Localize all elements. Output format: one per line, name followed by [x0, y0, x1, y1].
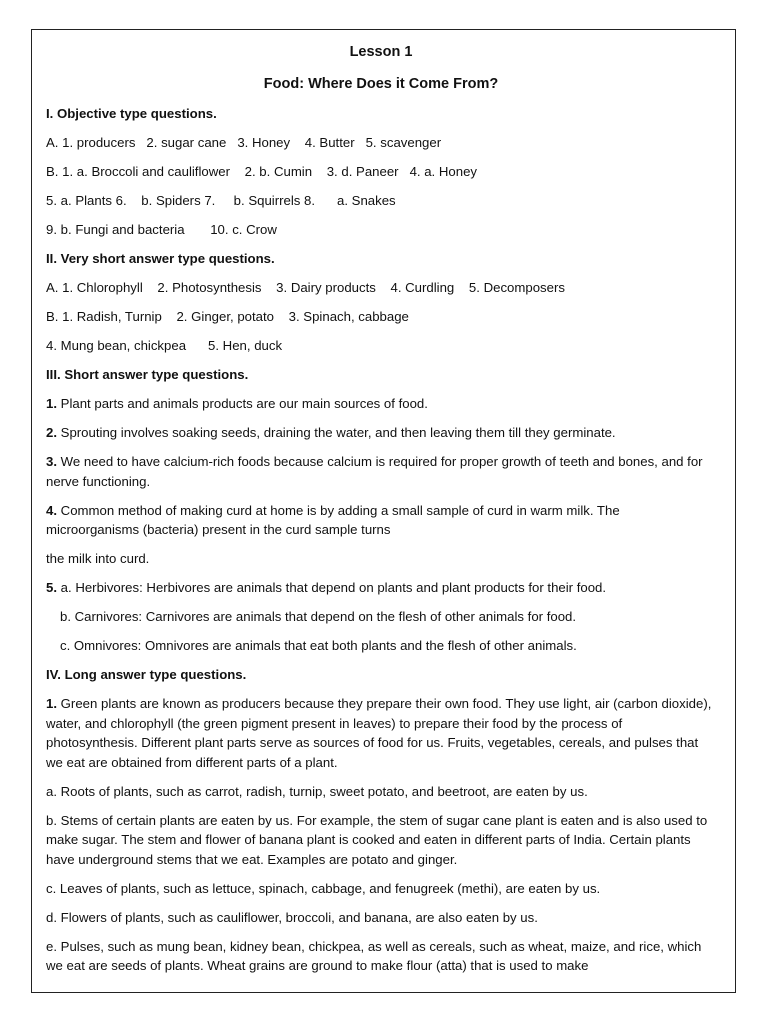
section-4-heading: IV. Long answer type questions. — [46, 667, 247, 682]
sec3-answer-3 — [46, 452, 716, 491]
answer-text: Common method of making curd at home is by adding a small sample of curd in warm milk. The microorganisms (bacteria) present in the curd sample turns — [46, 502, 620, 537]
answer-number: 1. — [46, 696, 57, 711]
answer-text: Plant parts and animals products are our main sources of food. — [57, 396, 428, 411]
sec1-line-5-8: 5. a. Plants 6. b. Spiders 7. b. Squirrels 8. a. Snakes — [46, 193, 396, 208]
sec3-answer-4 — [46, 501, 716, 540]
sec3-answer-4-continued: the milk into curd. — [46, 551, 150, 566]
sec4-answer-1b: b. Stems of certain plants are eaten by us. For example, the stem of sugar cane plant is eaten and is also used to make sugar. The stem and flower of banana plant is cooked and eaten in different parts of India. Certain plants have underground stems that we eat. Examples are potato and ginger. — [46, 812, 708, 867]
section-3-heading: III. Short answer type questions. — [46, 367, 249, 382]
sec2-line-b: B. 1. Radish, Turnip 2. Ginger, potato 3. Spinach, cabbage — [46, 309, 409, 324]
sec3-answer-5a — [46, 578, 716, 598]
lesson-title: Food: Where Does it Come From? — [263, 75, 499, 92]
sec4-answer-1e: e. Pulses, such as mung bean, kidney bean, chickpea, as well as cereals, such as wheat, maize, and rice, which we eat are seeds of plants. Wheat grains are ground to make flour (atta) that is used to make — [46, 938, 702, 973]
lesson-number: Lesson 1 — [349, 44, 413, 60]
sec2-line-4-5: 4. Mung bean, chickpea 5. Hen, duck — [46, 338, 283, 353]
answer-number: 3. — [46, 454, 57, 469]
section-1-heading: I. Objective type questions. — [46, 106, 217, 121]
sec2-line-a: A. 1. Chlorophyll 2. Photosynthesis 3. Dairy products 4. Curdling 5. Decomposers — [46, 280, 565, 295]
sec1-line-a: A. 1. producers 2. sugar cane 3. Honey 4. Butter 5. scavenger — [46, 135, 442, 150]
answer-number: 5. — [46, 580, 57, 595]
sec1-line-9-10: 9. b. Fungi and bacteria 10. c. Crow — [46, 222, 277, 237]
sec4-answer-1c: c. Leaves of plants, such as lettuce, spinach, cabbage, and fenugreek (methi), are eaten by us. — [46, 880, 601, 896]
sec3-answer-1 — [46, 394, 716, 414]
answer-number: 2. — [46, 425, 57, 440]
section-2-heading: II. Very short answer type questions. — [46, 251, 275, 266]
sec3-answer-5c: c. Omnivores: Omnivores are animals that eat both plants and the flesh of other animals. — [60, 638, 577, 653]
answer-text: a. Herbivores: Herbivores are animals that depend on plants and plant products for their food. — [57, 580, 607, 595]
answer-number: 1. — [46, 396, 57, 411]
sec3-answer-5b: b. Carnivores: Carnivores are animals that depend on the flesh of other animals for food. — [60, 609, 577, 624]
document-body — [46, 43, 716, 985]
sec4-answer-1d: d. Flowers of plants, such as cauliflower, broccoli, and banana, are also eaten by us. — [46, 909, 538, 925]
answer-number: 4. — [46, 502, 57, 518]
sec1-line-b: B. 1. a. Broccoli and cauliflower 2. b. Cumin 3. d. Paneer 4. a. Honey — [46, 164, 478, 179]
answer-text: Sprouting involves soaking seeds, draining the water, and then leaving them till they germinate. — [57, 425, 616, 440]
sec4-answer-1 — [46, 694, 716, 772]
sec3-answer-2 — [46, 423, 716, 443]
answer-text: We need to have calcium-rich foods because calcium is required for proper growth of teeth and bones, and for nerve functioning. — [46, 454, 703, 489]
sec4-answer-1a: a. Roots of plants, such as carrot, radish, turnip, sweet potato, and beetroot, are eaten by us. — [46, 783, 588, 799]
answer-text: Green plants are known as producers because they prepare their own food. They use light, air (carbon dioxide), water, and chlorophyll (the green pigment present in leaves) to prepare their food by the process of photosynthesis. Different plant parts serve as sources of food for us. Fruits, vegetables, cereals, and pulses that we eat are obtained from different parts of a plant. — [46, 696, 712, 770]
